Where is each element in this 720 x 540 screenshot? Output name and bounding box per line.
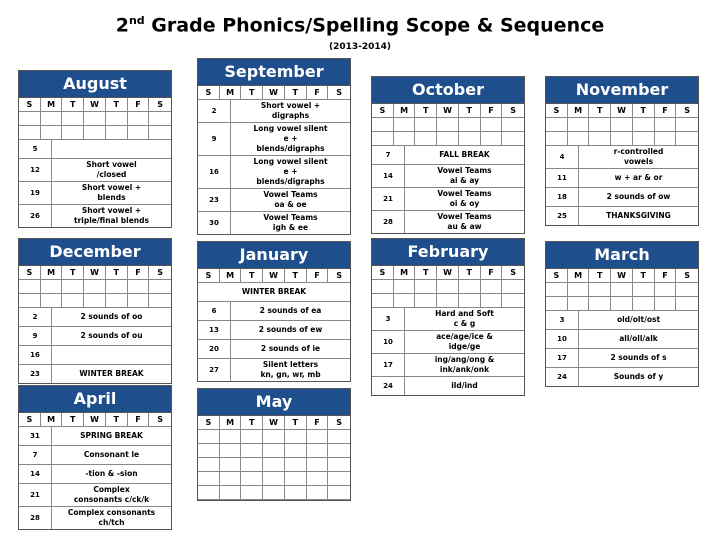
week-topic: Hard and Soft c & g bbox=[435, 309, 494, 328]
week-date: 21 bbox=[19, 484, 52, 506]
weekday-header bbox=[546, 104, 698, 118]
month-december bbox=[18, 238, 172, 384]
week-date: 2 bbox=[19, 308, 52, 326]
week-date: 9 bbox=[19, 327, 52, 345]
week-row bbox=[546, 188, 698, 207]
weekday-label: F bbox=[481, 104, 503, 118]
month-title: May bbox=[198, 389, 350, 416]
weekday-label: T bbox=[285, 416, 307, 430]
weekday-label: W bbox=[263, 86, 285, 100]
empty-week-row bbox=[372, 294, 524, 308]
week-row bbox=[198, 156, 350, 189]
empty-week-row bbox=[372, 132, 524, 146]
week-topic: Long vowel silent e + blends/digraphs bbox=[253, 124, 328, 153]
week-topic: Complex consonants c/ck/k bbox=[73, 485, 150, 504]
week-topic: Vowel Teams oa & oe bbox=[263, 190, 318, 209]
week-topic: Short vowel /closed bbox=[86, 160, 137, 179]
week-topic: w + ar & or bbox=[614, 173, 663, 182]
weekday-label: S bbox=[328, 416, 350, 430]
weekday-label: S bbox=[546, 269, 568, 283]
week-date: 16 bbox=[198, 156, 231, 188]
weekday-label: S bbox=[328, 86, 350, 100]
week-row bbox=[19, 465, 171, 484]
weekday-label: W bbox=[437, 266, 459, 280]
weekday-label: T bbox=[589, 104, 611, 118]
weekday-label: S bbox=[198, 269, 220, 283]
empty-week-row bbox=[546, 132, 698, 146]
week-date: 9 bbox=[198, 123, 231, 155]
weekday-label: T bbox=[589, 269, 611, 283]
week-row bbox=[19, 205, 171, 227]
weekday-label: T bbox=[106, 413, 128, 427]
weekday-header bbox=[19, 266, 171, 280]
week-row bbox=[372, 308, 524, 331]
week-row bbox=[198, 123, 350, 156]
weekday-label: T bbox=[415, 266, 437, 280]
week-topic: 2 sounds of ew bbox=[258, 325, 323, 334]
weekday-label: W bbox=[611, 104, 633, 118]
weekday-label: S bbox=[546, 104, 568, 118]
weekday-label: W bbox=[437, 104, 459, 118]
weekday-label: S bbox=[19, 266, 41, 280]
week-topic: 2 sounds of s bbox=[610, 353, 667, 362]
weekday-label: W bbox=[263, 269, 285, 283]
week-row bbox=[198, 212, 350, 234]
empty-week-row bbox=[546, 118, 698, 132]
week-date: 10 bbox=[372, 331, 405, 353]
empty-week-row bbox=[198, 444, 350, 458]
empty-week-row bbox=[546, 283, 698, 297]
week-date: 3 bbox=[546, 311, 579, 329]
weekday-label: F bbox=[307, 86, 329, 100]
week-row bbox=[198, 100, 350, 123]
week-date: 13 bbox=[198, 321, 231, 339]
weekday-label: T bbox=[106, 98, 128, 112]
month-title: January bbox=[198, 242, 350, 269]
empty-week-row bbox=[372, 280, 524, 294]
weekday-label: F bbox=[655, 269, 677, 283]
week-row bbox=[546, 169, 698, 188]
week-topic: 2 sounds of ea bbox=[259, 306, 322, 315]
month-march bbox=[545, 241, 699, 387]
weekday-label: W bbox=[263, 416, 285, 430]
weekday-header bbox=[198, 269, 350, 283]
week-topic: ace/age/ice & idge/ge bbox=[436, 332, 493, 351]
week-row bbox=[198, 340, 350, 359]
week-topic: ing/ang/ong & ink/ank/onk bbox=[434, 355, 495, 374]
week-date: 20 bbox=[198, 340, 231, 358]
week-date: 5 bbox=[19, 140, 52, 158]
week-date: 26 bbox=[19, 205, 52, 227]
month-october bbox=[371, 76, 525, 234]
week-topic: THANKSGIVING bbox=[606, 211, 671, 220]
week-topic: old/olt/ost bbox=[616, 315, 661, 324]
weekday-label: T bbox=[285, 269, 307, 283]
week-row bbox=[19, 327, 171, 346]
week-topic: Vowel Teams au & aw bbox=[437, 212, 492, 231]
week-row bbox=[19, 159, 171, 182]
weekday-header bbox=[546, 269, 698, 283]
weekday-label: S bbox=[19, 413, 41, 427]
weekday-label: M bbox=[41, 266, 63, 280]
weekday-label: F bbox=[481, 266, 503, 280]
week-row bbox=[19, 308, 171, 327]
week-row bbox=[19, 346, 171, 365]
week-row bbox=[198, 302, 350, 321]
week-topic: Vowel Teams oi & oy bbox=[437, 189, 492, 208]
month-title: October bbox=[372, 77, 524, 104]
week-date: 25 bbox=[546, 207, 579, 225]
week-topic: SPRING BREAK bbox=[80, 431, 143, 440]
week-date: 17 bbox=[546, 349, 579, 367]
empty-week-row bbox=[19, 126, 171, 140]
weekday-label: T bbox=[459, 266, 481, 280]
week-date: 24 bbox=[372, 377, 405, 395]
week-date: 11 bbox=[546, 169, 579, 187]
weekday-label: W bbox=[84, 413, 106, 427]
week-row bbox=[546, 330, 698, 349]
empty-week-row bbox=[546, 297, 698, 311]
week-date: 3 bbox=[372, 308, 405, 330]
weekday-label: T bbox=[62, 266, 84, 280]
weekday-label: T bbox=[241, 269, 263, 283]
weekday-header bbox=[19, 413, 171, 427]
week-row bbox=[372, 165, 524, 188]
week-topic: Short vowel + blends bbox=[81, 183, 142, 202]
week-topic: 2 sounds of oo bbox=[80, 312, 143, 321]
weekday-label: T bbox=[62, 98, 84, 112]
weekday-label: F bbox=[128, 98, 150, 112]
week-date: 16 bbox=[19, 346, 52, 364]
weekday-label: S bbox=[502, 266, 524, 280]
week-row bbox=[372, 211, 524, 233]
week-topic: Vowel Teams ai & ay bbox=[437, 166, 492, 185]
week-topic: FALL BREAK bbox=[439, 150, 490, 159]
month-title: August bbox=[19, 71, 171, 98]
month-title: September bbox=[198, 59, 350, 86]
week-topic bbox=[52, 354, 171, 356]
weekday-header bbox=[372, 266, 524, 280]
weekday-header bbox=[198, 86, 350, 100]
weekday-label: T bbox=[241, 416, 263, 430]
week-topic: Long vowel silent e + blends/digraphs bbox=[253, 157, 328, 186]
week-topic: 2 sounds of ow bbox=[606, 192, 671, 201]
week-topic: -tion & -sion bbox=[85, 469, 138, 478]
month-february bbox=[371, 238, 525, 396]
week-date: 10 bbox=[546, 330, 579, 348]
empty-week-row bbox=[19, 280, 171, 294]
month-november bbox=[545, 76, 699, 226]
empty-week-row bbox=[372, 118, 524, 132]
week-row bbox=[372, 188, 524, 211]
weekday-label: M bbox=[220, 86, 242, 100]
weekday-label: T bbox=[633, 269, 655, 283]
weekday-label: S bbox=[149, 266, 171, 280]
week-date: 19 bbox=[19, 182, 52, 204]
week-row bbox=[19, 427, 171, 446]
week-date: 4 bbox=[546, 146, 579, 168]
weekday-label: F bbox=[128, 266, 150, 280]
weekday-label: F bbox=[307, 269, 329, 283]
weekday-label: S bbox=[676, 269, 698, 283]
month-may bbox=[197, 388, 351, 501]
week-date: 7 bbox=[19, 446, 52, 464]
week-date: 23 bbox=[19, 365, 52, 383]
weekday-label: M bbox=[568, 269, 590, 283]
weekday-label: S bbox=[149, 413, 171, 427]
empty-week-row bbox=[19, 112, 171, 126]
week-row bbox=[546, 311, 698, 330]
weekday-label: S bbox=[198, 416, 220, 430]
weekday-label: M bbox=[394, 104, 416, 118]
week-topic: 2 sounds of ou bbox=[80, 331, 143, 340]
empty-week-row bbox=[198, 458, 350, 472]
weekday-label: W bbox=[611, 269, 633, 283]
weekday-header bbox=[19, 98, 171, 112]
week-date: 23 bbox=[198, 189, 231, 211]
week-row bbox=[19, 140, 171, 159]
weekday-label: M bbox=[41, 98, 63, 112]
week-date: 6 bbox=[198, 302, 231, 320]
week-row bbox=[19, 446, 171, 465]
week-row bbox=[546, 349, 698, 368]
empty-week-row bbox=[198, 430, 350, 444]
week-topic: WINTER BREAK bbox=[79, 369, 144, 378]
week-topic: Short vowel + triple/final blends bbox=[74, 206, 149, 225]
weekday-header bbox=[198, 416, 350, 430]
month-september bbox=[197, 58, 351, 235]
weekday-label: S bbox=[149, 98, 171, 112]
week-topic: Vowel Teams igh & ee bbox=[263, 213, 318, 232]
weekday-label: M bbox=[41, 413, 63, 427]
week-topic: ild/ind bbox=[451, 381, 478, 390]
week-row bbox=[19, 365, 171, 383]
week-date: 30 bbox=[198, 212, 231, 234]
week-topic: Sounds of y bbox=[613, 372, 664, 381]
month-title: April bbox=[19, 386, 171, 413]
week-date: 24 bbox=[546, 368, 579, 386]
weekday-label: F bbox=[128, 413, 150, 427]
weekday-label: S bbox=[328, 269, 350, 283]
week-row bbox=[19, 507, 171, 529]
week-topic: Complex consonants ch/tch bbox=[67, 508, 156, 527]
week-topic: Silent letters kn, gn, wr, mb bbox=[260, 360, 321, 379]
empty-week-row bbox=[198, 472, 350, 486]
weekday-label: T bbox=[633, 104, 655, 118]
empty-week-row bbox=[19, 294, 171, 308]
week-topic: r-controlled vowels bbox=[613, 147, 664, 166]
week-row bbox=[372, 331, 524, 354]
month-note: WINTER BREAK bbox=[198, 283, 350, 302]
week-topic bbox=[52, 148, 171, 150]
weekday-label: T bbox=[106, 266, 128, 280]
weekday-label: T bbox=[285, 86, 307, 100]
weekday-label: M bbox=[568, 104, 590, 118]
week-date: 27 bbox=[198, 359, 231, 381]
week-date: 2 bbox=[198, 100, 231, 122]
weekday-label: T bbox=[241, 86, 263, 100]
week-topic: all/oll/alk bbox=[619, 334, 658, 343]
month-january bbox=[197, 241, 351, 382]
weekday-label: S bbox=[372, 266, 394, 280]
weekday-label: M bbox=[220, 269, 242, 283]
weekday-label: S bbox=[502, 104, 524, 118]
week-row bbox=[198, 189, 350, 212]
month-april bbox=[18, 385, 172, 530]
weekday-label: W bbox=[84, 266, 106, 280]
week-date: 14 bbox=[372, 165, 405, 187]
weekday-header bbox=[372, 104, 524, 118]
week-row bbox=[546, 368, 698, 386]
month-title: February bbox=[372, 239, 524, 266]
week-row bbox=[546, 207, 698, 225]
weekday-label: F bbox=[655, 104, 677, 118]
week-row bbox=[198, 359, 350, 381]
weekday-label: F bbox=[307, 416, 329, 430]
weekday-label: S bbox=[676, 104, 698, 118]
school-year: (2013-2014) bbox=[328, 42, 392, 52]
week-topic: Short vowel + digraphs bbox=[260, 101, 321, 120]
week-date: 18 bbox=[546, 188, 579, 206]
weekday-label: T bbox=[62, 413, 84, 427]
week-date: 28 bbox=[19, 507, 52, 529]
month-august bbox=[18, 70, 172, 228]
week-date: 7 bbox=[372, 146, 405, 164]
page-title: 2nd Grade Phonics/Spelling Scope & Sequence bbox=[115, 14, 605, 37]
weekday-label: S bbox=[19, 98, 41, 112]
week-topic: 2 sounds of ie bbox=[260, 344, 321, 353]
weekday-label: T bbox=[459, 104, 481, 118]
week-date: 17 bbox=[372, 354, 405, 376]
week-row bbox=[546, 146, 698, 169]
weekday-label: T bbox=[415, 104, 437, 118]
week-row bbox=[19, 484, 171, 507]
weekday-label: S bbox=[198, 86, 220, 100]
week-row bbox=[372, 146, 524, 165]
week-date: 12 bbox=[19, 159, 52, 181]
weekday-label: S bbox=[372, 104, 394, 118]
week-topic: Consonant le bbox=[83, 450, 140, 459]
empty-week-row bbox=[198, 486, 350, 500]
week-row bbox=[372, 354, 524, 377]
month-title: December bbox=[19, 239, 171, 266]
week-row bbox=[19, 182, 171, 205]
month-title: March bbox=[546, 242, 698, 269]
week-row bbox=[372, 377, 524, 395]
weekday-label: M bbox=[220, 416, 242, 430]
week-date: 28 bbox=[372, 211, 405, 233]
month-title: November bbox=[546, 77, 698, 104]
weekday-label: W bbox=[84, 98, 106, 112]
week-date: 31 bbox=[19, 427, 52, 445]
week-date: 14 bbox=[19, 465, 52, 483]
week-date: 21 bbox=[372, 188, 405, 210]
week-row bbox=[198, 321, 350, 340]
weekday-label: M bbox=[394, 266, 416, 280]
